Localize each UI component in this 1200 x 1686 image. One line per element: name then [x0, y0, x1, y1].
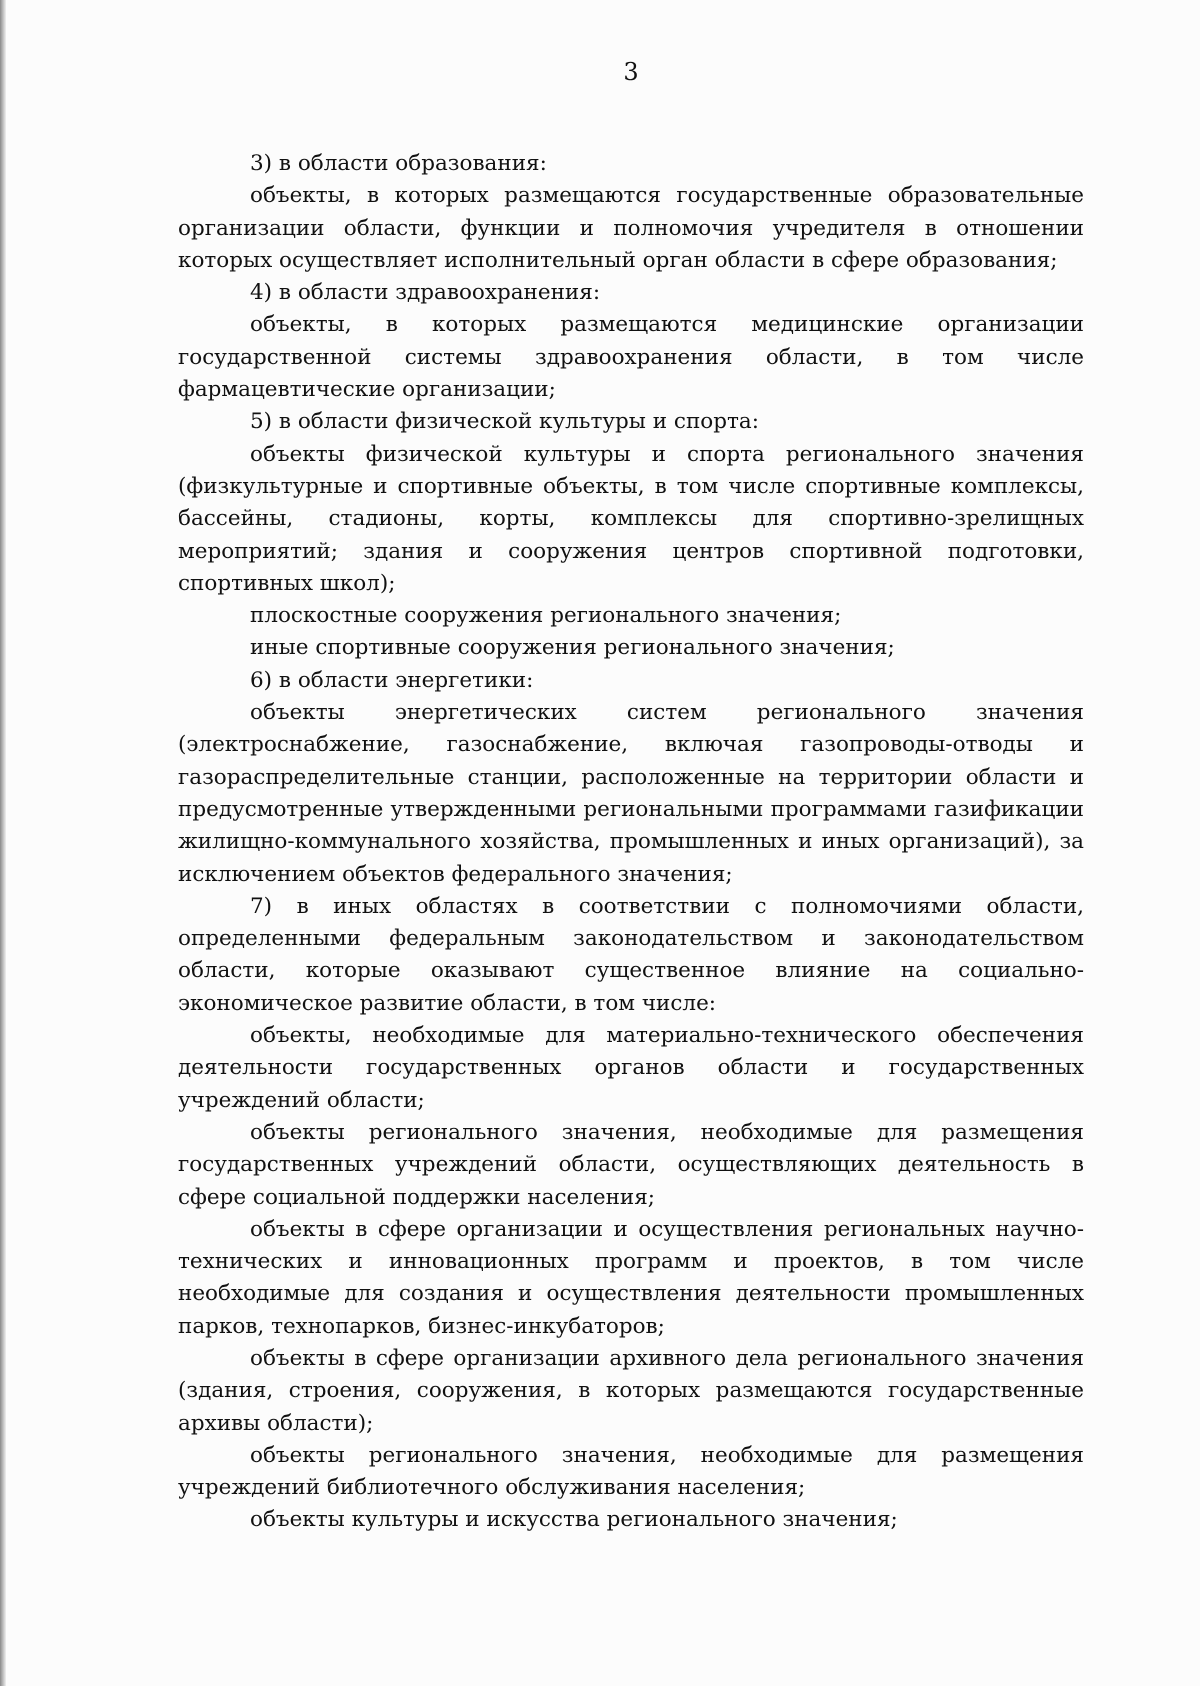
paragraph-15: объекты в сфере организации архивного дела регионального значения (здания, строения, сооружения, в которых размещаются государственные архивы области); — [178, 1345, 1084, 1436]
paragraph-8: иные спортивные сооружения регионального значения; — [250, 635, 895, 661]
paragraph-3: 4) в области здравоохранения: — [250, 280, 601, 306]
paragraph-11: 7) в иных областях в соответствии с полномочиями области, определенными федеральным законодательством и законодательством области, которые оказывают существенное влияние на социально-экономическое развитие области, в том числе: — [178, 893, 1084, 1016]
paragraph-14: объекты в сфере организации и осуществления региональных научно-технических и инновационных программ и проектов, в том числе необходимые для создания и осуществления деятельности промышленных парков, технопарков, бизнес-инкубаторов; — [178, 1216, 1084, 1339]
paragraph-12: объекты, необходимые для материально-технического обеспечения деятельности государственных органов области и государственных учреждений области; — [178, 1023, 1084, 1113]
paragraph-16: объекты регионального значения, необходимые для размещения учреждений библиотечного обслуживания населения; — [178, 1442, 1084, 1501]
paragraph-7: плоскостные сооружения регионального значения; — [250, 603, 842, 629]
scan-edge-shadow — [0, 0, 6, 1686]
paragraph-4: объекты, в которых размещаются медицинские организации государственной системы здравоохранения области, в том числе фармацевтические организации; — [178, 312, 1084, 403]
paragraph-9: 6) в области энергетики: — [250, 667, 534, 693]
paragraph-17: объекты культуры и искусства регионального значения; — [250, 1507, 898, 1533]
paragraph-13: объекты регионального значения, необходимые для размещения государственных учреждений области, осуществляющих деятельность в сфере социальной поддержки населения; — [178, 1119, 1084, 1210]
paragraph-2: объекты, в которых размещаются государственные образовательные организации области, функции и полномочия учредителя в отношении которых осуществляет исполнительный орган области в сфере образования; — [178, 183, 1084, 273]
paragraph-6: объекты физической культуры и спорта регионального значения (физкультурные и спортивные объекты, в том числе спортивные комплексы, бассейны, стадионы, корты, комплексы для спортивно-зрелищных мероприятий; здания и сооружения центров спортивной подготовки, спортивных школ); — [178, 441, 1084, 596]
document-body — [178, 148, 1084, 1537]
paragraph-10: объекты энергетических систем регионального значения (электроснабжение, газоснабжение, включая газопроводы-отводы и газораспределительные станции, расположенные на территории области и предусмотренные утвержденными региональными программами газификации жилищно-коммунального хозяйства, промышленных и иных организаций), за исключением объектов федерального значения; — [178, 700, 1084, 887]
page-number: 3 — [623, 58, 639, 86]
paragraph-5: 5) в области физической культуры и спорта: — [250, 409, 759, 435]
paragraph-1: 3) в области образования: — [250, 151, 547, 176]
